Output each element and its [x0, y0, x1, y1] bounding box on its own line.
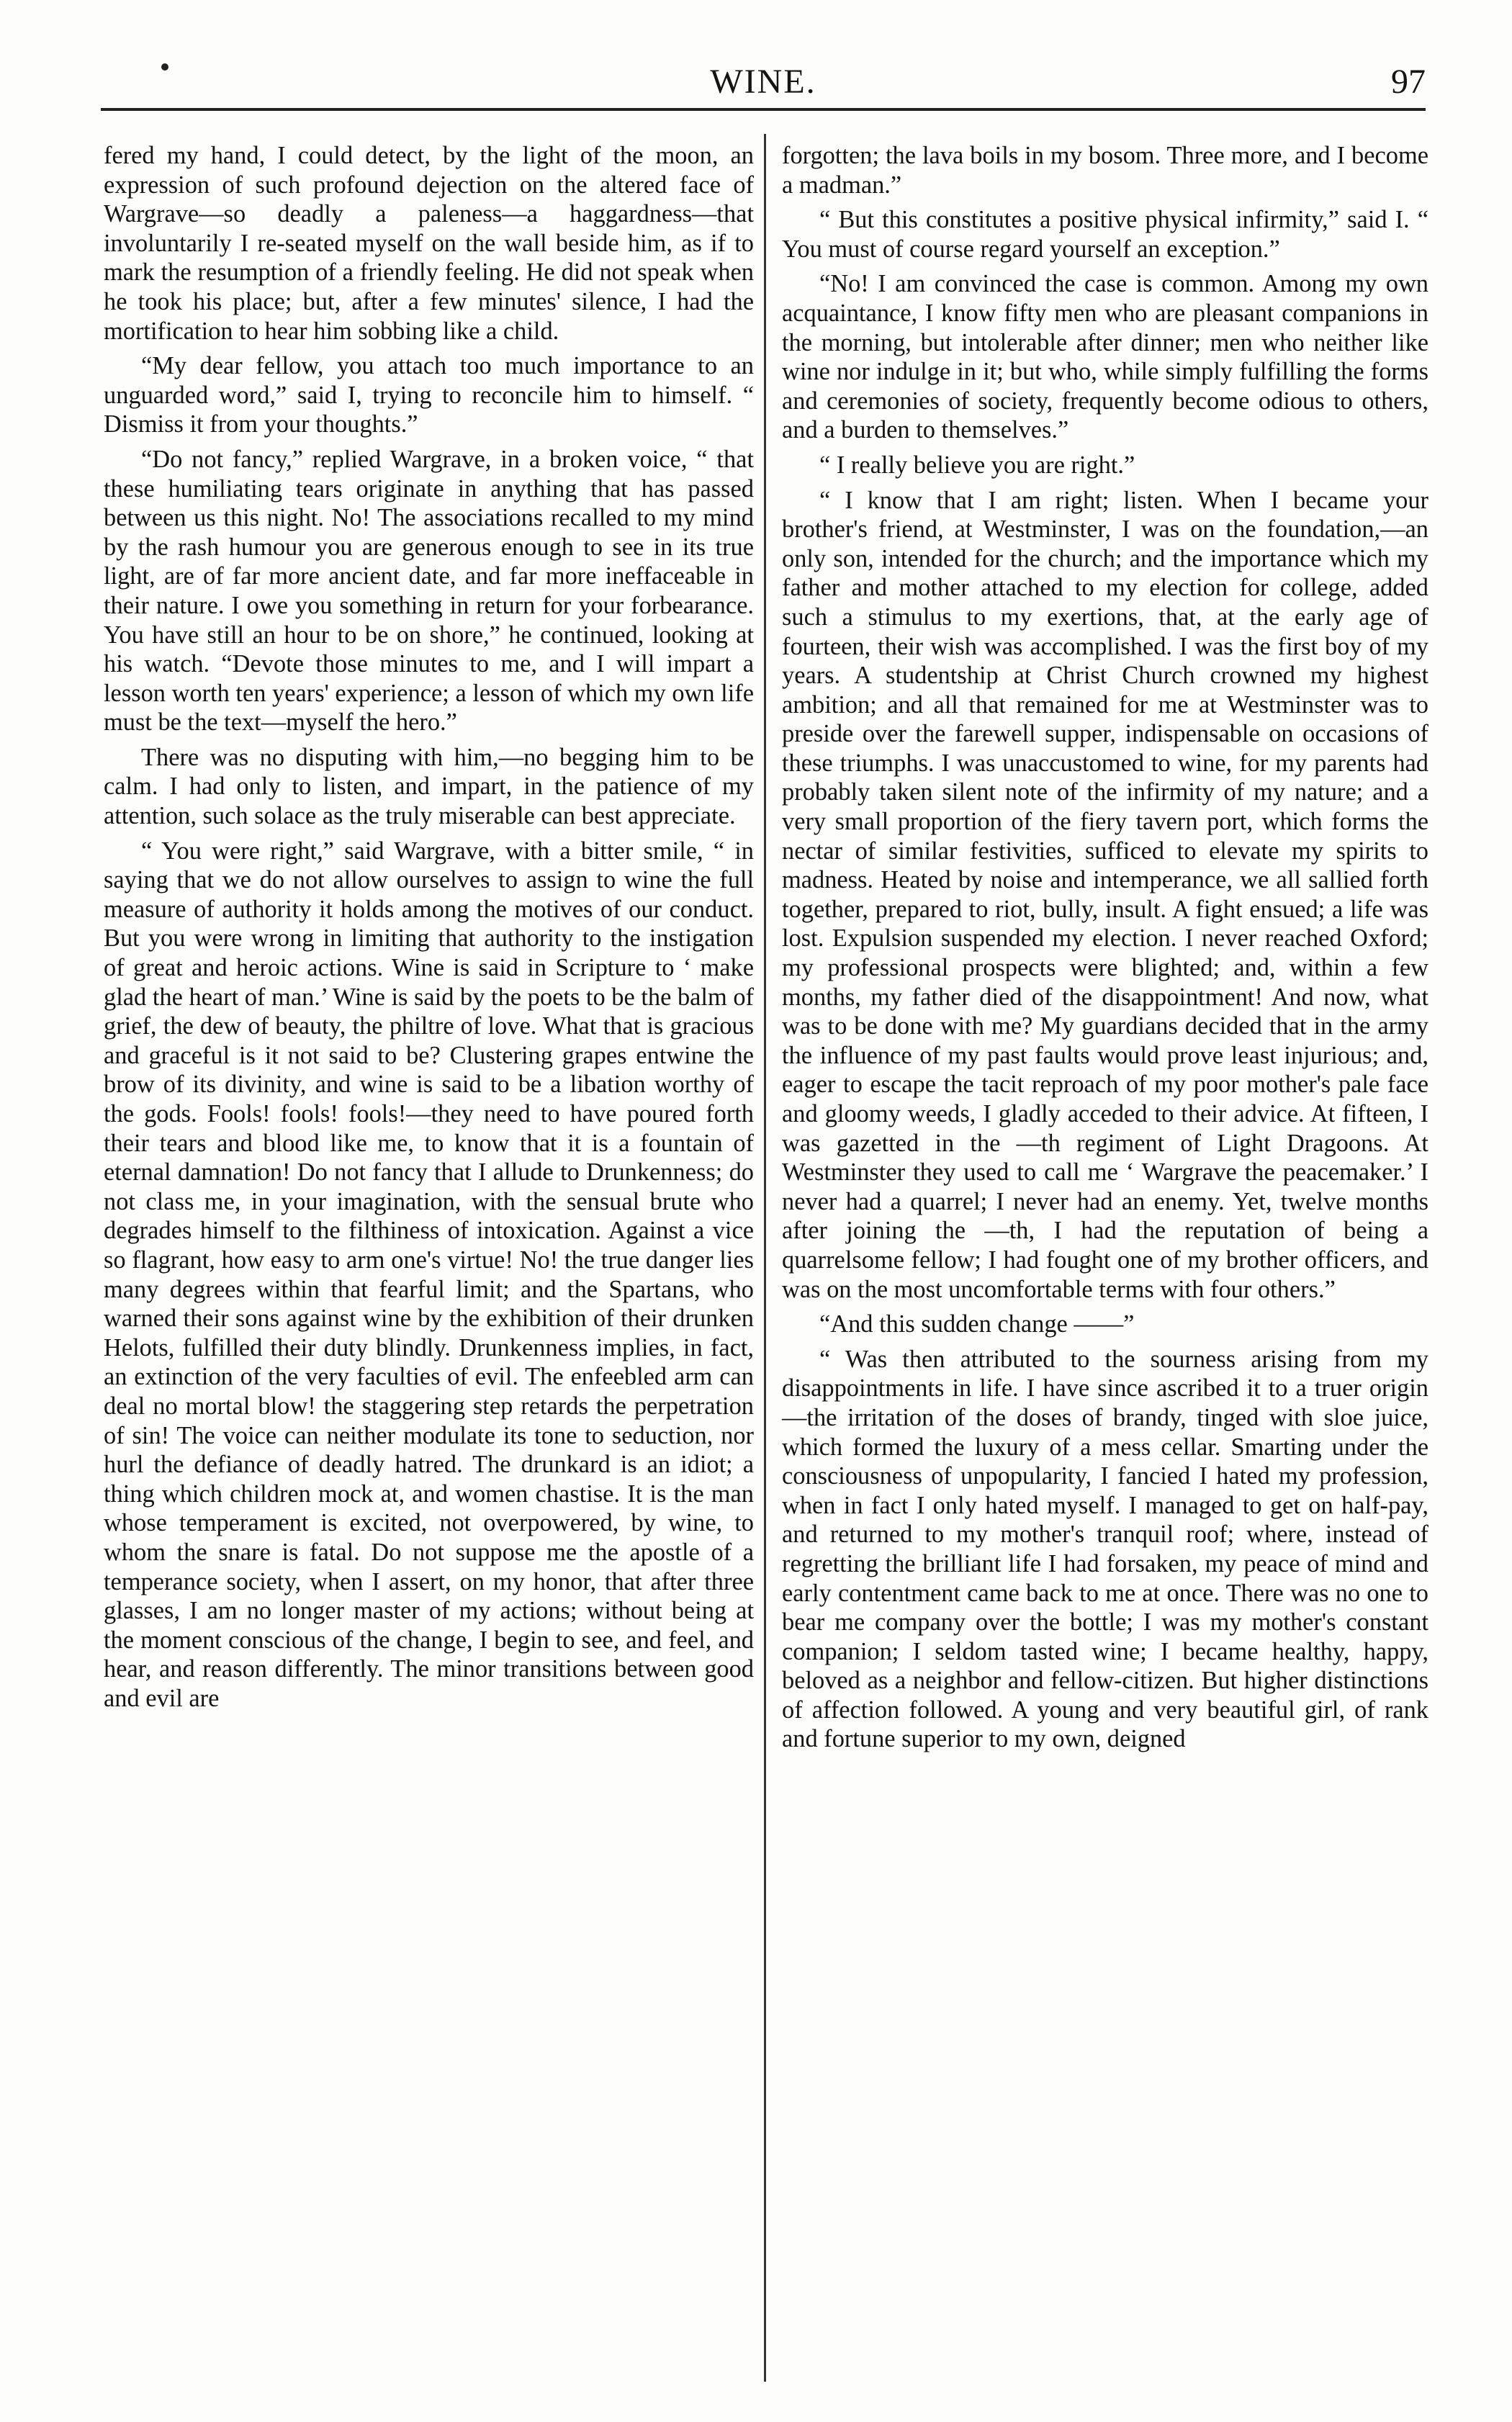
right-column: [782, 141, 1428, 1760]
paragraph: “Do not fancy,” replied Wargrave, in a broken voice, “ that these humiliating tears originate in anything that has passed between us this night. No! The associations recalled to my mind by the rash humour you are generous enough to see in its true light, are of far more ancient date, and far more ineffaceable in their nature. I owe you something in return for your forbearance. You have still an hour to be on shore,” he continued, looking at his watch. “Devote those minutes to me, and I will impart a lesson worth ten years' experience; a lesson of which my own life must be the text—myself the hero.”: [104, 445, 754, 737]
paragraph: “ But this constitutes a positive physical infirmity,” said I. “ You must of course regard yourself an exception.”: [782, 206, 1428, 263]
paragraph: “And this sudden change ——”: [819, 1310, 1135, 1338]
header-rule: [101, 108, 1426, 111]
paragraph: “ You were right,” said Wargrave, with a bitter smile, “ in saying that we do not allow ourselves to assign to wine the full measure of authority it holds among the motives of our conduct. But you were wrong in limiting that authority to the instigation of great and heroic actions. Wine is said in Scripture to ‘ make glad the heart of man.’ Wine is said by the poets to be the balm of grief, the dew of beauty, the philtre of love. What that is gracious and graceful is it not said to be? Clustering grapes entwine the brow of its divinity, and wine is said to be a libation worthy of the gods. Fools! fools! fools!—they need to have poured forth their tears and blood like me, to know that it is a fountain of eternal damnation! Do not fancy that I allude to Drunkenness; do not class me, in your imagination, with the sensual brute who degrades himself to the filthiness of intoxication. Against a vice so flagrant, how easy to arm one's virtue! No! the true danger lies many degrees within that fearful limit; and the Spartans, who warned their sons against wine by the exhibition of their drunken Helots, fulfilled their duty blindly. Drunkenness implies, in fact, an extinction of the very faculties of evil. The enfeebled arm can deal no mortal blow! the staggering step retards the perpetration of sin! The voice can neither modulate its tone to seduction, nor hurl the defiance of deadly hatred. The drunkard is an idiot; a thing which children mock at, and women chastise. It is the man whose temperament is excited, not overpowered, by wine, to whom the snare is fatal. Do not suppose me the apostle of a temperance society, when I assert, on my honor, that after three glasses, I am no longer master of my actions; without being at the moment conscious of the change, I begin to see, and feel, and hear, and reason differently. The minor transitions between good and evil are: [104, 837, 754, 1712]
running-title: WINE.: [710, 63, 816, 101]
paragraph: “My dear fellow, you attach too much importance to an unguarded word,” said I, trying to reconcile him to himself. “ Dismiss it from your thoughts.”: [104, 352, 754, 438]
paragraph: “No! I am convinced the case is common. Among my own acquaintance, I know fifty men who are pleasant companions in the morning, but intolerable after dinner; men who neither like wine nor indulge in it; but who, while simply fulfilling the forms and ceremonies of society, frequently become odious to others, and a burden to themselves.”: [782, 270, 1428, 444]
paragraph: “ I really believe you are right.”: [819, 451, 1135, 479]
paragraph: forgotten; the lava boils in my bosom. Three more, and I become a madman.”: [782, 142, 1428, 199]
paragraph: “ Was then attributed to the sourness arising from my disappointments in life. I have since ascribed it to a truer origin—the irritation of the doses of brandy, tinged with sloe juice, which formed the luxury of a mess cellar. Smarting under the consciousness of unpopularity, I fancied I hated my profession, when in fact I only hated myself. I managed to get on half-pay, and returned to my mother's tranquil roof; where, instead of regretting the brilliant life I had forsaken, my peace of mind and early contentment came back to me at once. There was no one to bear me company over the bottle; I was my mother's constant companion; I seldom tasted wine; I became healthy, happy, beloved as a neighbor and fellow-citizen. But higher distinctions of affection followed. A young and very beautiful girl, of rank and fortune superior to my own, deigned: [782, 1345, 1428, 1753]
running-head: [101, 56, 1426, 114]
paragraph: “ I know that I am right; listen. When I became your brother's friend, at Westminster, I was on the foundation,—an only son, intended for the church; and the importance which my father and mother attached to my election for college, added such a stimulus to my exertions, that, at the early age of fourteen, their wish was accomplished. I was the first boy of my years. A studentship at Christ Church crowned my highest ambition; and all that remained for me at Westminster was to preside over the farewell supper, indispensable on occasions of these triumphs. I was unaccustomed to wine, for my parents had probably taken silent note of the infirmity of my nature; and a very small proportion of the fiery tavern port, which forms the nectar of similar festivities, sufficed to elevate my spirits to madness. Heated by noise and intemperance, we all sallied forth together, prepared to riot, bully, insult. A fight ensued; a life was lost. Expulsion suspended my election. I never reached Oxford; my professional prospects were blighted; and, within a few months, my father died of the disappointment! And now, what was to be done with me? My guardians decided that in the army the influence of my past faults would prove least injurious; and, eager to escape the tacit reproach of my poor mother's pale face and gloomy weeds, I gladly acceded to their advice. At fifteen, I was gazetted in the —th regiment of Light Dragoons. At Westminster they used to call me ‘ Wargrave the peacemaker.’ I never had a quarrel; I never had an enemy. Yet, twelve months after joining the —th, I had the reputation of being a quarrelsome fellow; I had fought one of my brother officers, and was on the most uncomfortable terms with four others.”: [782, 486, 1428, 1303]
paragraph: fered my hand, I could detect, by the light of the moon, an expression of such profound dejection on the altered face of Wargrave—so deadly a paleness—a haggardness—that involuntarily I re-seated myself on the wall beside him, as if to mark the resumption of a friendly feeling. He did not speak when he took his place; but, after a few minutes' silence, I had the mortification to hear him sobbing like a child.: [104, 142, 754, 345]
left-column: [104, 141, 754, 1719]
column-divider: [764, 134, 766, 2382]
page-number: 97: [1391, 63, 1426, 101]
paragraph: There was no disputing with him,—no begging him to be calm. I had only to listen, and impart, in the patience of my attention, such solace as the truly miserable can best appreciate.: [104, 743, 754, 830]
